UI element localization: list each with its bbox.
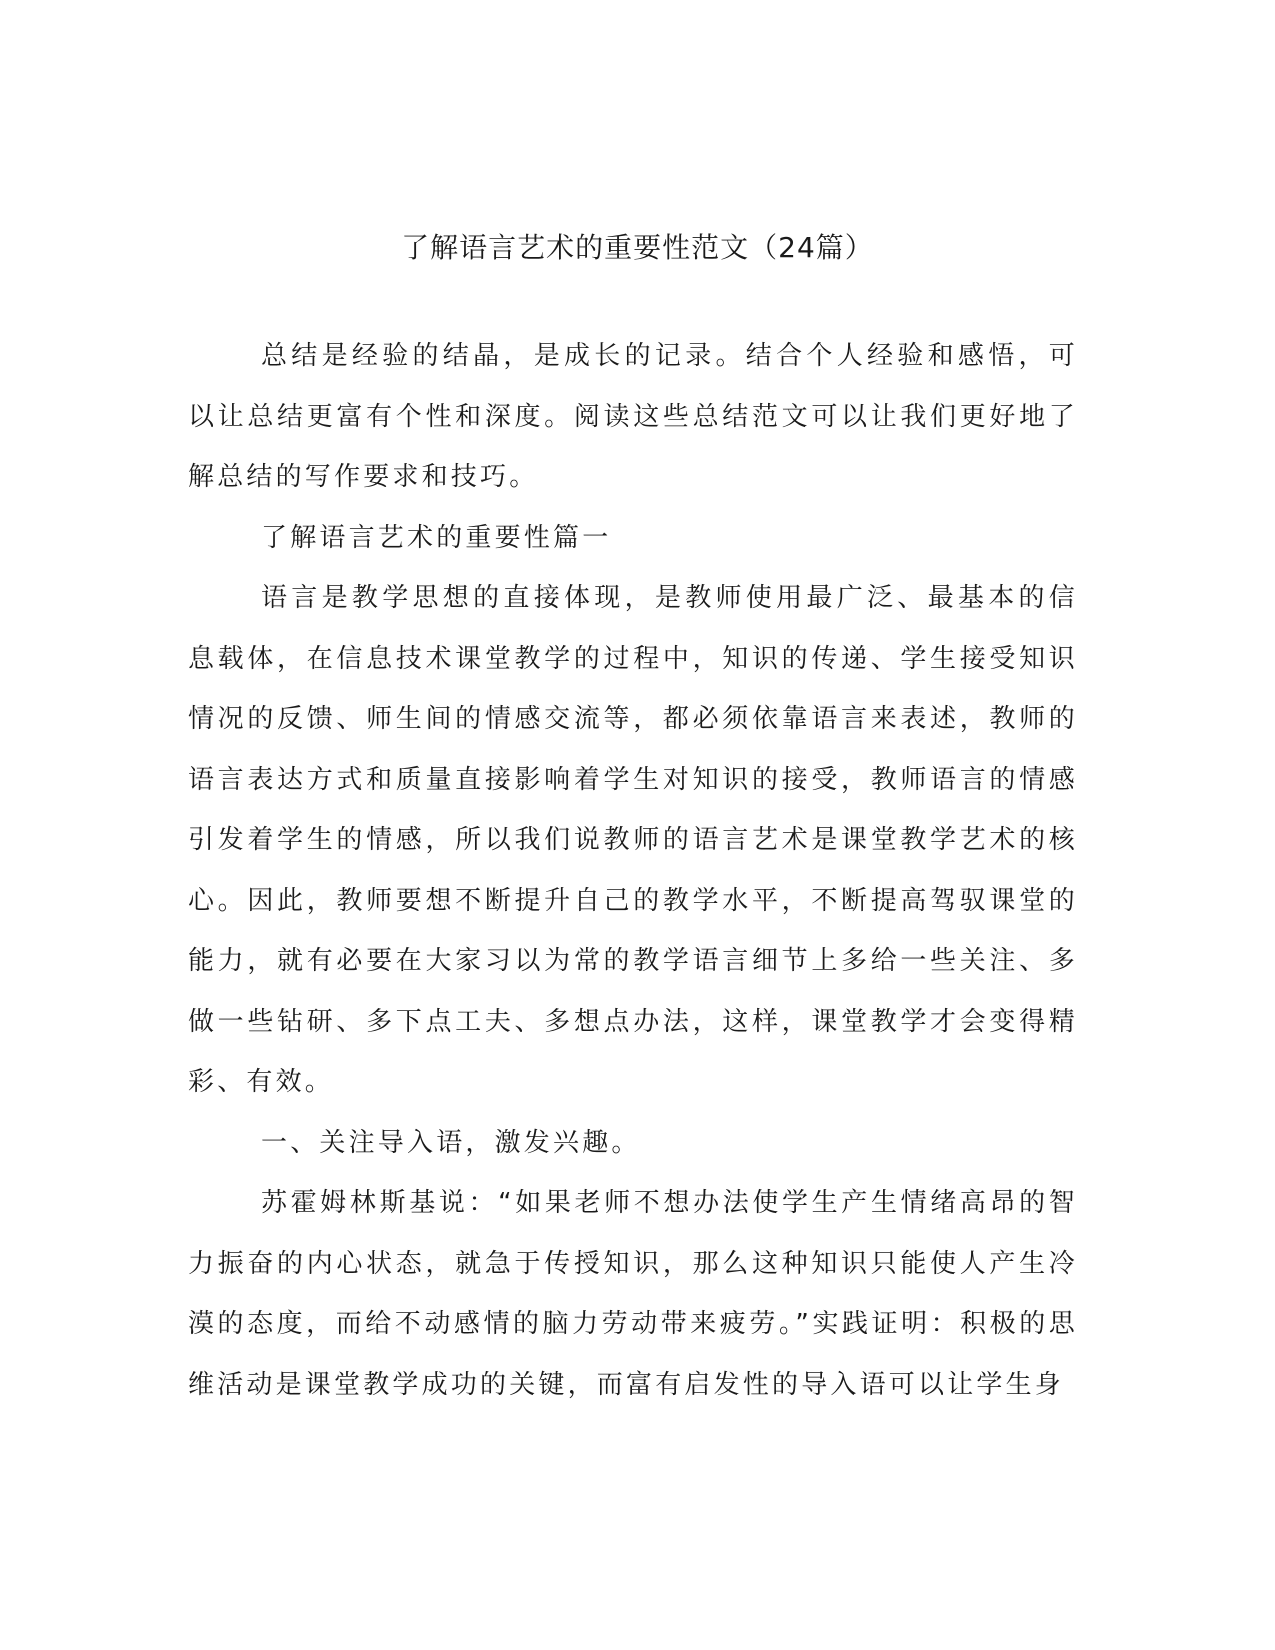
document-title: 了解语言艺术的重要性范文（24篇） xyxy=(401,231,874,264)
section-heading-part-one: 了解语言艺术的重要性篇一 xyxy=(261,522,612,553)
subheading-introduction: 一、关注导入语，激发兴趣。 xyxy=(261,1127,641,1158)
paragraph-intro: 总结是经验的结晶，是成长的记录。结合个人经验和感悟，可以让总结更富有个性和深度。阅读这些总结范文可以让我们更好地了解总结的写作要求和技巧。 xyxy=(188,341,1078,492)
document-body xyxy=(188,326,1078,1415)
paragraph-language-art: 语言是教学思想的直接体现，是教师使用最广泛、最基本的信息载体，在信息技术课堂教学的过程中，知识的传递、学生接受知识情况的反馈、师生间的情感交流等，都必须依靠语言来表述，教师的语言表达方式和质量直接影响着学生对知识的接受，教师语言的情感引发着学生的情感，所以我们说教师的语言艺术是课堂教学艺术的核心。因此，教师要想不断提升自己的教学水平，不断提高驾驭课堂的能力，就有必要在大家习以为常的教学语言细节上多给一些关注、多做一些钻研、多下点工夫、多想点办法，这样，课堂教学才会变得精彩、有效。 xyxy=(188,583,1078,1097)
paragraph-sukhomlinsky-quote: 苏霍姆林斯基说：“如果老师不想办法使学生产生情绪高昂的智力振奋的内心状态，就急于传授知识，那么这种知识只能使人产生冷漠的态度，而给不动感情的脑力劳动带来疲劳。”实践证明：积极的思维活动是课堂教学成功的关键，而富有启发性的导入语可以让学生身 xyxy=(188,1188,1078,1400)
